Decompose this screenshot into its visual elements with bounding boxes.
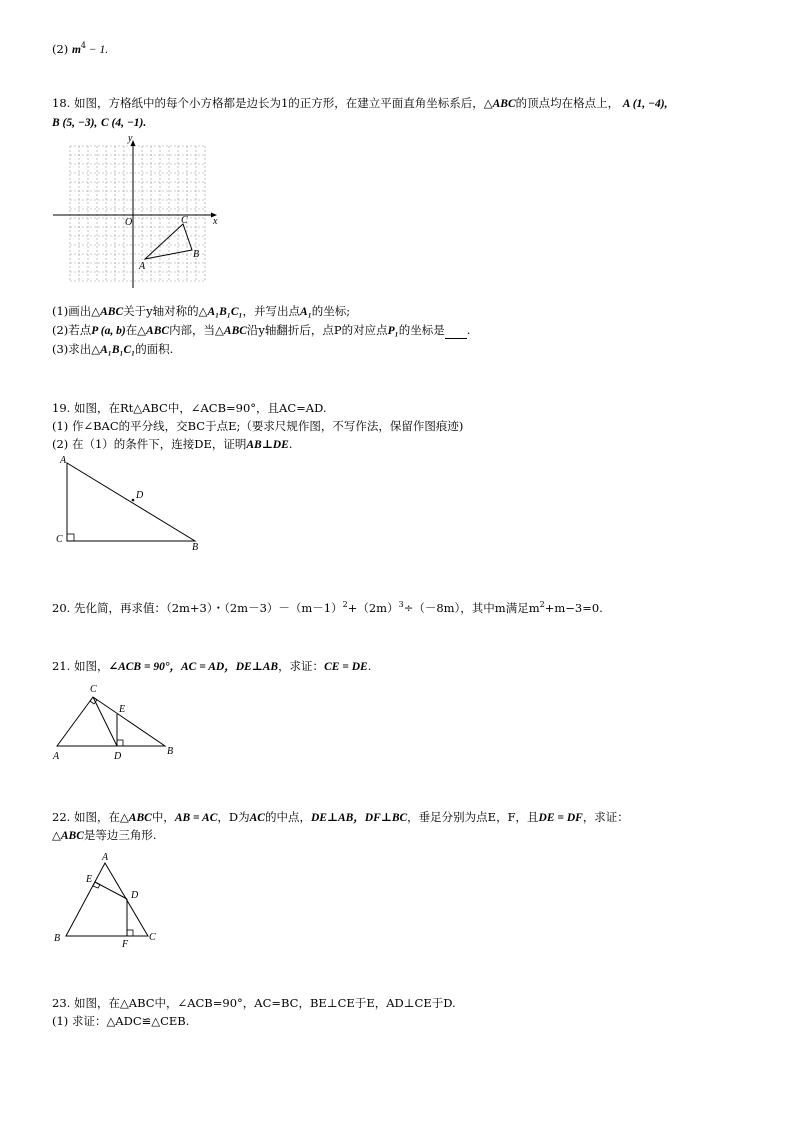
q21-line-end: . bbox=[367, 659, 372, 673]
q22-label-f: F bbox=[122, 939, 129, 950]
q19-triangle bbox=[67, 463, 195, 541]
q19-label-a: A bbox=[60, 455, 67, 466]
q22-line1-d: 的中点， bbox=[264, 810, 311, 824]
q22-label-c: C bbox=[149, 932, 156, 943]
q18-triangle-abc bbox=[145, 224, 192, 259]
q18-pointC: C (4, −1). bbox=[100, 117, 147, 129]
q18-p2-abc: ABC bbox=[146, 325, 170, 337]
q18-line1-b: 的顶点均在格点上， bbox=[515, 96, 620, 110]
q18-p2-end: . bbox=[466, 323, 471, 337]
q22-line1-abc: ABC bbox=[128, 812, 152, 824]
q18-p2-P1: P₁ bbox=[387, 325, 399, 337]
q19-line1: 19. 如图，在Rt△ABC中，∠ACB=90°，且AC=AD. bbox=[52, 401, 327, 415]
q18-p1-abc: ABC bbox=[100, 306, 124, 318]
q21-label-e: E bbox=[119, 704, 126, 715]
q17-part2-exp: 4 bbox=[80, 41, 86, 50]
q20-sup1: 2 bbox=[342, 600, 348, 609]
q22-line2-b: 是等边三角形. bbox=[83, 828, 157, 842]
q18-line1-text: 18. 如图，方格纸中的每个小方格都是边长为1的正方形，在建立平面直角坐标系后，△ bbox=[52, 96, 493, 110]
q22-line1-e: ，垂足分别为点E，F，且 bbox=[407, 810, 539, 824]
q19-line3-a: (2) 在（1）的条件下，连接DE，证明 bbox=[52, 437, 247, 451]
q23-line2: (1) 求证：△ADC≌△CEB. bbox=[52, 1014, 190, 1028]
q22-line1-m1: AB = AC bbox=[174, 812, 218, 824]
q18-p3-a: (3)求出△ bbox=[52, 342, 101, 356]
q18-label-b: B bbox=[193, 249, 200, 260]
q21-label-b: B bbox=[167, 746, 174, 757]
q18-pointB: B (5, −3), bbox=[52, 117, 98, 129]
q20-sup3: 2 bbox=[539, 600, 545, 609]
q18-pointA: A (1, −4), bbox=[622, 98, 668, 110]
q17-part2 bbox=[52, 38, 108, 58]
q18-label-c: C bbox=[181, 215, 188, 226]
q22-right-angle-mark-f bbox=[127, 930, 133, 936]
q18-p2-a: (2)若点 bbox=[52, 323, 92, 337]
q18-p1-b: 关于y轴对称的△ bbox=[123, 304, 208, 318]
q18-p3-b: 的面积. bbox=[135, 342, 174, 356]
q20-sup2: 3 bbox=[398, 600, 404, 609]
q18-line1 bbox=[52, 96, 667, 112]
q22-label-e: E bbox=[86, 874, 93, 885]
q18-label-o: O bbox=[125, 217, 133, 228]
q18-p3-a1b1c1: A₁B₁C₁ bbox=[100, 344, 136, 356]
q22-label-d: D bbox=[131, 890, 139, 901]
q18-abc: ABC bbox=[492, 98, 516, 110]
q19-line2: (1) 作∠BAC的平分线，交BC于点E;（要求尺规作图，不写作法，保留作图痕迹) bbox=[52, 419, 464, 433]
q21-line bbox=[52, 659, 371, 675]
q21-label-c: C bbox=[90, 684, 97, 695]
q22-triangle-figure bbox=[50, 848, 170, 948]
q20-line bbox=[52, 597, 603, 616]
q21-segment-cd bbox=[93, 697, 117, 746]
q18-coordinate-figure bbox=[50, 133, 225, 290]
q18-p2-e: 的坐标是 bbox=[398, 323, 445, 337]
q19-label-d: D bbox=[136, 490, 144, 501]
q21-label-d: D bbox=[114, 751, 122, 762]
q18-grid bbox=[70, 146, 205, 281]
q21-line-a: 21. 如图， bbox=[52, 659, 109, 673]
q19-label-c: C bbox=[56, 534, 63, 545]
q22-line2-abc: ABC bbox=[60, 830, 84, 842]
q20-line-d: +m−3=0. bbox=[544, 600, 603, 615]
q18-p1-a: (1)画出△ bbox=[52, 304, 101, 318]
q21-right-angle-mark-d bbox=[117, 740, 123, 746]
q18-label-a: A bbox=[139, 261, 146, 272]
q22-line2-a: △ bbox=[52, 828, 61, 842]
q22-label-a: A bbox=[102, 852, 109, 863]
q23-line1: 23. 如图，在△ABC中，∠ACB=90°，AC=BC，BE⊥CE于E，AD⊥CE于D. bbox=[52, 996, 456, 1010]
q17-part2-expr: m bbox=[71, 43, 81, 56]
q22-label-b: B bbox=[54, 933, 61, 944]
q22-line1-b: 中， bbox=[151, 810, 175, 824]
q18-label-x: x bbox=[213, 216, 218, 227]
q18-p1-A1: A₁ bbox=[300, 306, 312, 318]
q22-line1-m2: AC bbox=[249, 812, 265, 824]
q18-part1 bbox=[52, 304, 350, 320]
q18-line2 bbox=[52, 115, 146, 131]
q19-point-d bbox=[132, 499, 135, 502]
q18-p2-c: 内部，当△ bbox=[169, 323, 224, 337]
q21-line-b: ，求证： bbox=[278, 659, 325, 673]
q22-line1-a: 22. 如图，在△ bbox=[52, 810, 129, 824]
q21-triangle-figure bbox=[50, 682, 180, 762]
q18-p2-P: P (a, b) bbox=[91, 325, 126, 337]
q18-p2-b: 在△ bbox=[125, 323, 147, 337]
q19-line3-end: . bbox=[288, 437, 293, 451]
q22-line1-c: ，D为 bbox=[217, 810, 250, 824]
q20-line-a: 20. 先化简，再求值：（2m+3）・（2m－3）－（m－1） bbox=[52, 600, 343, 615]
q20-line-b: +（2m） bbox=[347, 600, 399, 615]
q22-line1-f: ，求证： bbox=[582, 810, 629, 824]
q18-p1-d: 的坐标; bbox=[311, 304, 351, 318]
q21-line-m2: CE = DE bbox=[324, 661, 368, 673]
q22-line1-m4: DE = DF bbox=[538, 812, 583, 824]
q17-part2-tail: − 1. bbox=[86, 43, 109, 56]
q19-line3 bbox=[52, 437, 292, 453]
q22-line1 bbox=[52, 810, 629, 826]
q19-triangle-figure bbox=[52, 455, 212, 553]
q18-p2-abc2: ABC bbox=[223, 325, 247, 337]
q18-p1-a1b1c1: A₁B₁C₁ bbox=[207, 306, 243, 318]
q21-triangle bbox=[57, 697, 165, 746]
q18-part2 bbox=[52, 323, 470, 339]
q22-line1-m3: DE⊥AB，DF⊥BC bbox=[310, 812, 408, 824]
q18-answer-blank[interactable] bbox=[445, 323, 467, 339]
q21-label-a: A bbox=[53, 751, 60, 762]
q20-line-c: ÷（－8m），其中m满足m bbox=[403, 600, 540, 615]
q18-p1-c: ，并写出点 bbox=[242, 304, 301, 318]
q19-label-b: B bbox=[192, 542, 199, 553]
q19-right-angle-mark bbox=[67, 534, 74, 541]
q18-part3 bbox=[52, 342, 173, 358]
q17-part2-prefix: (2) bbox=[52, 41, 69, 56]
q21-line-m: ∠ACB = 90°，AC = AD，DE⊥AB bbox=[108, 661, 279, 673]
q19-line3-m: AB⊥DE bbox=[246, 439, 289, 451]
q22-line2 bbox=[52, 828, 157, 844]
q18-label-y: y bbox=[128, 133, 133, 144]
q18-p2-d: 沿y轴翻折后，点P的对应点 bbox=[246, 323, 388, 337]
